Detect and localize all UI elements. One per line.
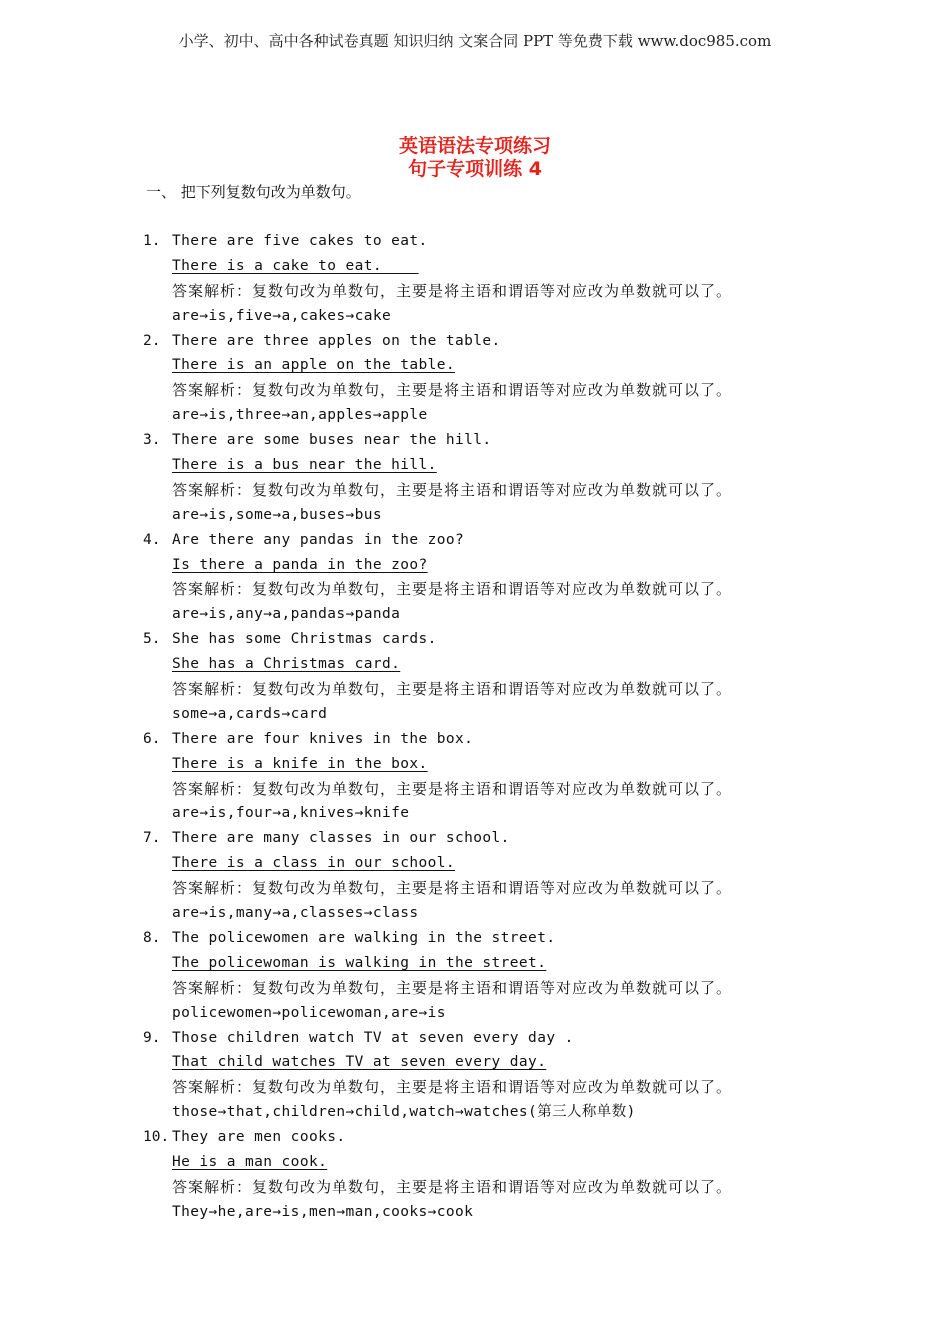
item-explanation: 答案解析：复数句改为单数句，主要是将主语和谓语等对应改为单数就可以了。 xyxy=(172,480,733,499)
exercise-item-6 xyxy=(0,727,950,827)
item-number: 3. xyxy=(143,432,161,449)
item-explanation: 答案解析：复数句改为单数句，主要是将主语和谓语等对应改为单数就可以了。 xyxy=(172,281,733,300)
item-changes: are→is,some→a,buses→bus xyxy=(172,506,382,523)
page-header: 小学、初中、高中各种试卷真题 知识归纳 文案合同 PPT 等免费下载 www.doc985.com xyxy=(178,32,772,50)
exercise-list xyxy=(0,229,950,1225)
item-question: There are five cakes to eat. xyxy=(172,233,428,249)
exercise-item-3 xyxy=(0,428,950,528)
item-changes: policewomen→policewoman,are→is xyxy=(172,1004,446,1021)
item-number: 2. xyxy=(143,332,161,349)
item-explanation: 答案解析：复数句改为单数句，主要是将主语和谓语等对应改为单数就可以了。 xyxy=(172,978,733,997)
item-answer: Is there a panda in the zoo? xyxy=(172,556,428,573)
item-question: There are three apples on the table. xyxy=(172,332,501,349)
item-explanation: 答案解析：复数句改为单数句，主要是将主语和谓语等对应改为单数就可以了。 xyxy=(172,381,733,400)
item-number: 5. xyxy=(143,631,161,648)
item-answer: There is a bus near the hill. xyxy=(172,457,437,474)
item-number: 6. xyxy=(143,730,161,747)
item-question: There are four knives in the box. xyxy=(172,730,474,747)
item-question: The policewomen are walking in the street. xyxy=(172,929,556,946)
exercise-item-4 xyxy=(0,528,950,628)
item-changes: are→is,four→a,knives→knife xyxy=(172,805,410,822)
item-question: There are many classes in our school. xyxy=(172,830,510,847)
exercise-item-10 xyxy=(0,1125,950,1225)
item-number: 4. xyxy=(143,531,161,548)
item-answer: There is an apple on the table. xyxy=(172,357,456,374)
exercise-item-8 xyxy=(0,926,950,1026)
title-sub: 句子专项训练 4 xyxy=(408,158,542,180)
item-number: 1. xyxy=(143,233,161,249)
exercise-item-2 xyxy=(0,329,950,429)
item-changes: those→that,children→child,watch→watches(第三人称单数) xyxy=(172,1104,636,1121)
item-changes: are→is,five→a,cakes→cake xyxy=(172,307,392,324)
item-explanation: 答案解析：复数句改为单数句，主要是将主语和谓语等对应改为单数就可以了。 xyxy=(172,1078,733,1097)
item-answer: There is a cake to eat. xyxy=(172,257,419,274)
item-number: 8. xyxy=(143,929,161,946)
item-number: 9. xyxy=(143,1029,161,1046)
item-answer: That child watches TV at seven every day. xyxy=(172,1054,547,1071)
exercise-item-7 xyxy=(0,826,950,926)
item-question: She has some Christmas cards. xyxy=(172,631,437,648)
item-explanation: 答案解析：复数句改为单数句，主要是将主语和谓语等对应改为单数就可以了。 xyxy=(172,779,733,798)
section-heading: 一、 把下列复数句改为单数句。 xyxy=(146,183,361,201)
item-changes: some→a,cards→card xyxy=(172,705,328,722)
title-main: 英语语法专项练习 xyxy=(398,135,551,157)
item-changes: They→he,are→is,men→man,cooks→cook xyxy=(172,1203,474,1220)
item-explanation: 答案解析：复数句改为单数句，主要是将主语和谓语等对应改为单数就可以了。 xyxy=(172,879,733,898)
item-changes: are→is,three→an,apples→apple xyxy=(172,407,428,424)
item-explanation: 答案解析：复数句改为单数句，主要是将主语和谓语等对应改为单数就可以了。 xyxy=(172,580,733,599)
item-question: Those children watch TV at seven every day . xyxy=(172,1029,574,1046)
exercise-item-9 xyxy=(0,1026,950,1126)
item-question: They are men cooks. xyxy=(172,1129,346,1146)
item-question: There are some buses near the hill. xyxy=(172,432,492,449)
item-changes: are→is,any→a,pandas→panda xyxy=(172,606,401,623)
item-number: 7. xyxy=(143,830,161,847)
exercise-item-5 xyxy=(0,627,950,727)
item-number: 10. xyxy=(143,1129,170,1146)
item-question: Are there any pandas in the zoo? xyxy=(172,531,465,548)
item-changes: are→is,many→a,classes→class xyxy=(172,905,419,922)
item-answer: The policewoman is walking in the street. xyxy=(172,954,547,971)
item-explanation: 答案解析：复数句改为单数句，主要是将主语和谓语等对应改为单数就可以了。 xyxy=(172,680,733,699)
item-explanation: 答案解析：复数句改为单数句，主要是将主语和谓语等对应改为单数就可以了。 xyxy=(172,1177,733,1196)
item-answer: There is a knife in the box. xyxy=(172,755,428,772)
item-answer: He is a man cook. xyxy=(172,1153,328,1170)
item-answer: There is a class in our school. xyxy=(172,855,456,872)
item-answer: She has a Christmas card. xyxy=(172,656,401,673)
exercise-item-1 xyxy=(0,229,950,329)
